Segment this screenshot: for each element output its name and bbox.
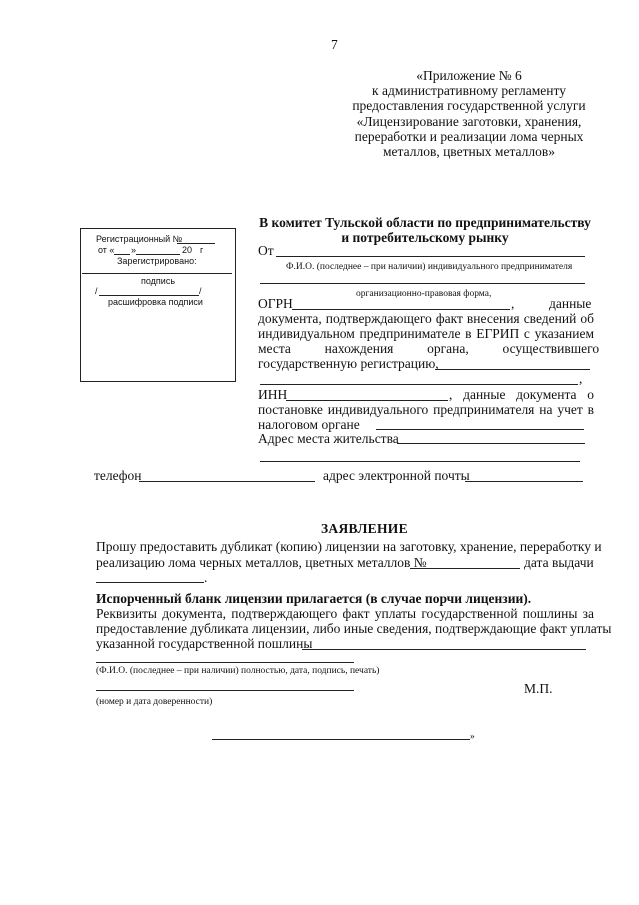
license-number-field[interactable] [410,568,520,569]
appendix-line: «Приложение № 6 [416,68,522,83]
ogrn-line-4: места нахождения органа, осуществившего [258,341,600,356]
appendix-line: предоставления государственной услуги [352,98,586,114]
statement-dot: . [204,570,208,585]
phone-label: телефон [94,468,142,483]
stamp-signature-label: подпись [141,276,176,286]
registration-authority-field-2[interactable] [260,384,578,385]
appendix-line: переработки и реализации лома черных [354,128,584,144]
mp-label: М.П. [524,681,553,696]
addressee-line-1: В комитет Тульской области по предпринимательству [259,215,591,230]
proxy-field[interactable] [96,690,354,691]
inn-field[interactable] [286,400,448,401]
statement-line-2: реализацию лома черных металлов, цветных металлов № [96,555,427,570]
damaged-title: Испорченный бланк лицензии прилагается (в случае порчи лицензии). [96,591,532,606]
damaged-line-2: предоставление дубликата лицензии, либо иные сведения, подтверждающие факт уплаты [96,621,612,636]
statement-title: ЗАЯВЛЕНИЕ [321,521,408,536]
page-number: 7 [331,37,338,52]
fio-note: (Ф.И.О. (последнее – при наличии) полностью, дата, подпись, печать) [96,666,380,676]
ogrn-line-3: индивидуальном предпринимателе в ЕГРИП с указанием [258,326,594,341]
inn-line-3: налоговом органе [258,417,360,432]
inn-line-2: постановке индивидуального предпринимателя на учет в [258,402,594,417]
stamp-reg-no: Регистрационный № [96,234,183,244]
stamp-from-prefix: от « [98,245,115,255]
stamp-decoding-label: расшифровка подписи [108,297,203,307]
phone-field[interactable] [139,481,315,482]
stamp-registered: Зарегистрировано: [117,256,197,266]
from-note-form: организационно-правовая форма, [356,289,492,299]
ogrn-comma: , [511,296,515,311]
appendix-line: «Лицензирование заготовки, хранения, [356,113,582,129]
bottom-field[interactable] [212,739,470,740]
proxy-note: (номер и дата доверенности) [96,697,213,707]
damaged-line-1: Реквизиты документа, подтверждающего факт уплаты государственной пошлины за [96,606,594,621]
inn-label: ИНН [258,387,288,402]
stamp-slash-open: / [95,286,98,296]
registration-authority-field[interactable] [435,369,590,370]
stamp-from-suffix: г [200,245,204,255]
tax-authority-field[interactable] [376,429,584,430]
stamp-slash-close: / [199,286,202,296]
fee-details-field[interactable] [302,649,586,650]
ogrn-line-2: документа, подтверждающего факт внесения сведений об [258,311,594,326]
appendix-header [340,68,598,159]
ogrn-field[interactable] [292,309,510,310]
address-field[interactable] [397,443,585,444]
ogrn-comma-2: , [579,371,583,386]
stamp-from-mid: » [131,245,137,255]
appendix-line: металлов, цветных металлов» [383,144,555,160]
address-label: Адрес места жительства [258,431,399,446]
inn-tail: , данные документа о [449,387,594,402]
closing-quote: » [470,732,475,742]
statement-line-1: Прошу предоставить дубликат (копию) лицензии на заготовку, хранение, переработку и [96,539,602,554]
from-name-field[interactable] [276,256,585,257]
ogrn-tail: данные [549,296,592,311]
addressee-line-2: и потребительскому рынку [341,230,509,245]
signature-field[interactable] [96,662,354,663]
from-form-field[interactable] [260,283,585,284]
address-field-2[interactable] [260,461,580,462]
ogrn-label: ОГРН [258,296,293,311]
email-label: адрес электронной почты [323,468,470,483]
ogrn-line-5: государственную регистрацию, [258,356,439,371]
appendix-line: к административному регламенту [372,83,566,99]
stamp-from-year: 20 [182,245,193,255]
email-field[interactable] [465,481,583,482]
from-label: От [258,243,274,258]
from-note-fio: Ф.И.О. (последнее – при наличии) индивидуального предпринимателя [286,262,573,272]
issue-date-field[interactable] [96,582,204,583]
issue-date-label: дата выдачи [524,555,594,570]
damaged-line-3: указанной государственной пошлины [96,636,313,651]
